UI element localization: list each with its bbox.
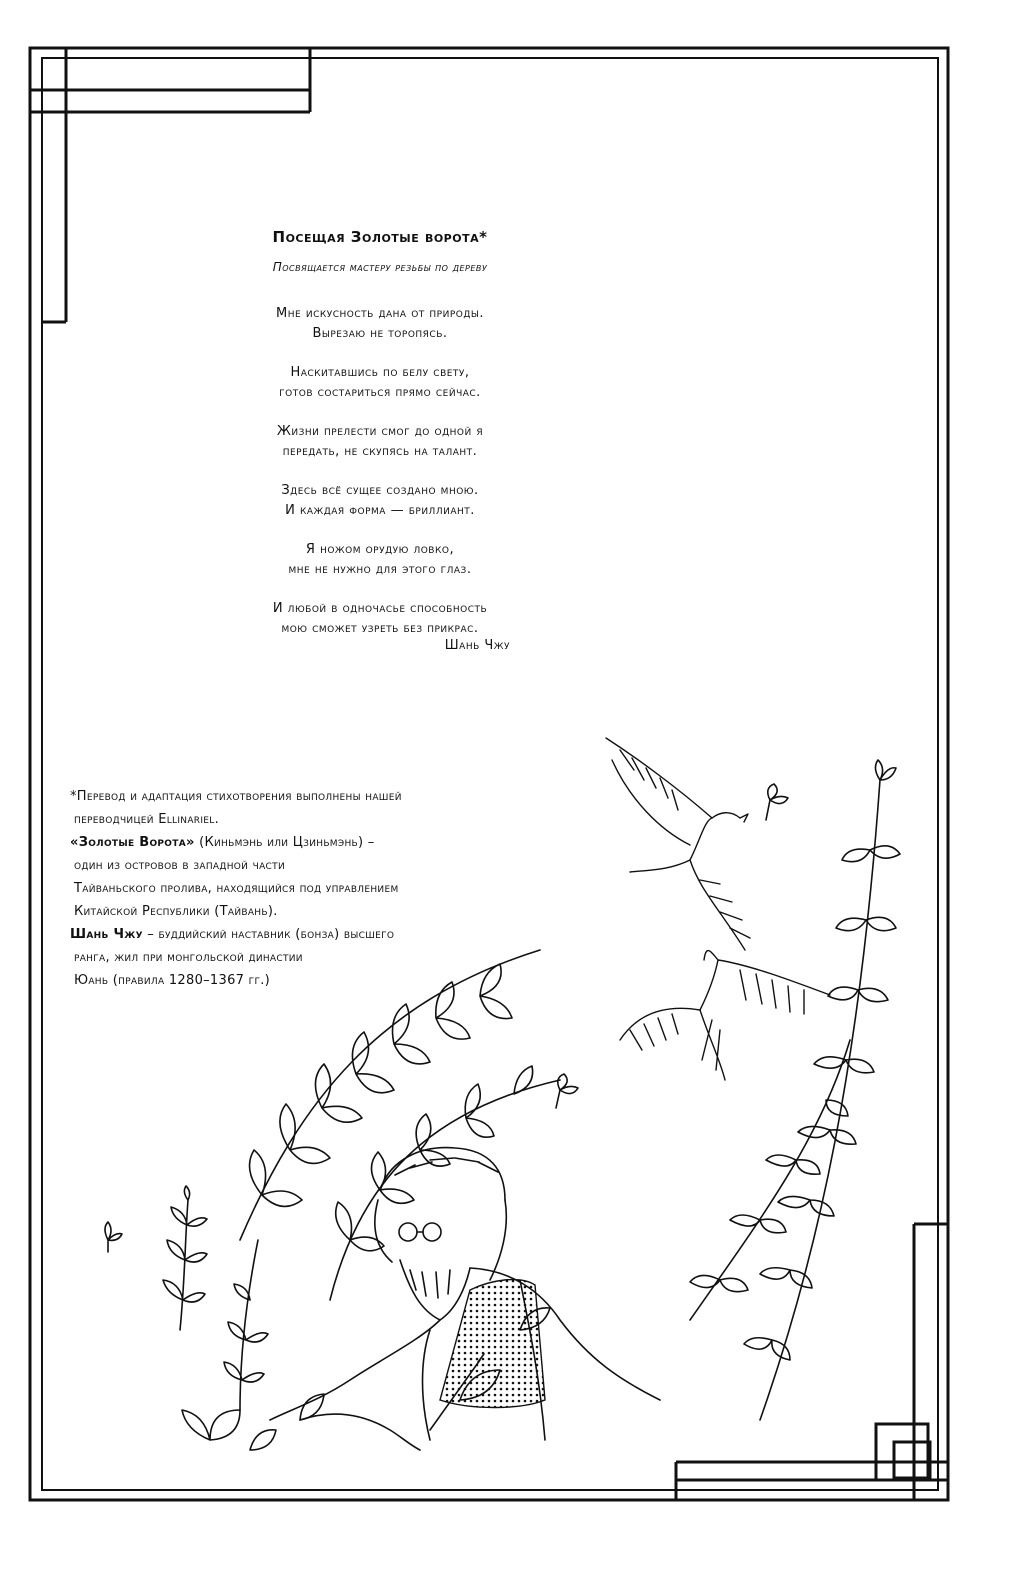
poem-author: Шань Чжу <box>444 638 510 653</box>
fern-right-tall <box>744 760 900 1420</box>
fern-left-arch <box>240 950 540 1240</box>
fern-left-small <box>105 1186 268 1410</box>
footnote-line: ранга, жил при монгольской династии <box>74 950 303 965</box>
poem-line: мою сможет узреть без прикрас. <box>281 621 479 636</box>
poem-line: Здесь всё сущее создано мною. <box>281 483 479 498</box>
poem-line: И каждая форма — бриллиант. <box>285 503 475 518</box>
poem-line: мне не нужно для этого глаз. <box>288 562 472 577</box>
footnote-line: Тайваньского пролива, находящийся под управлением <box>74 881 399 896</box>
footnote-term: Шань Чжу <box>70 927 143 942</box>
poem-line: Мне искусность дана от природы. <box>276 306 484 321</box>
poem-line: готов состариться прямо сейчас. <box>279 385 481 400</box>
poem-line: И любой в одночасье способность <box>272 601 488 616</box>
footnote-line: *Перевод и адаптация стихотворения выполнены нашей <box>70 789 402 804</box>
petals <box>556 784 788 1108</box>
footnote-line: – буддийский наставник (бонза) высшего <box>142 927 395 942</box>
poem-dedication: Посвящается мастеру резьбы по дереву <box>272 260 488 274</box>
poem-line: передать, не скупясь на талант. <box>282 444 478 459</box>
poem-line: Наскитавшись по белу свету, <box>290 365 470 380</box>
poem-line: Я ножом орудую ловко, <box>305 542 455 557</box>
footnote-term: «Золотые Ворота» <box>70 835 195 850</box>
poem-line: Вырезаю не торопясь. <box>312 326 448 341</box>
footnote-line: переводчицей Ellinariel. <box>74 812 220 827</box>
woodcarver-apron <box>440 1280 545 1408</box>
poem-line: Жизни прелести смог до одной я <box>276 424 484 439</box>
bird-upper <box>606 738 750 950</box>
footnote-line: один из островов в западной части <box>74 858 285 873</box>
footnote-line: (Киньмэнь или Цзиньмэнь) – <box>194 835 375 850</box>
bird-lower <box>620 951 830 1080</box>
footnote-line: Китайской Республики (Тайвань). <box>74 904 278 919</box>
footnote-line: Юань (правила 1280–1367 гг.) <box>74 973 271 988</box>
fern-left-inner <box>330 1066 560 1300</box>
poem-title: Посещая Золотые ворота* <box>272 228 488 246</box>
